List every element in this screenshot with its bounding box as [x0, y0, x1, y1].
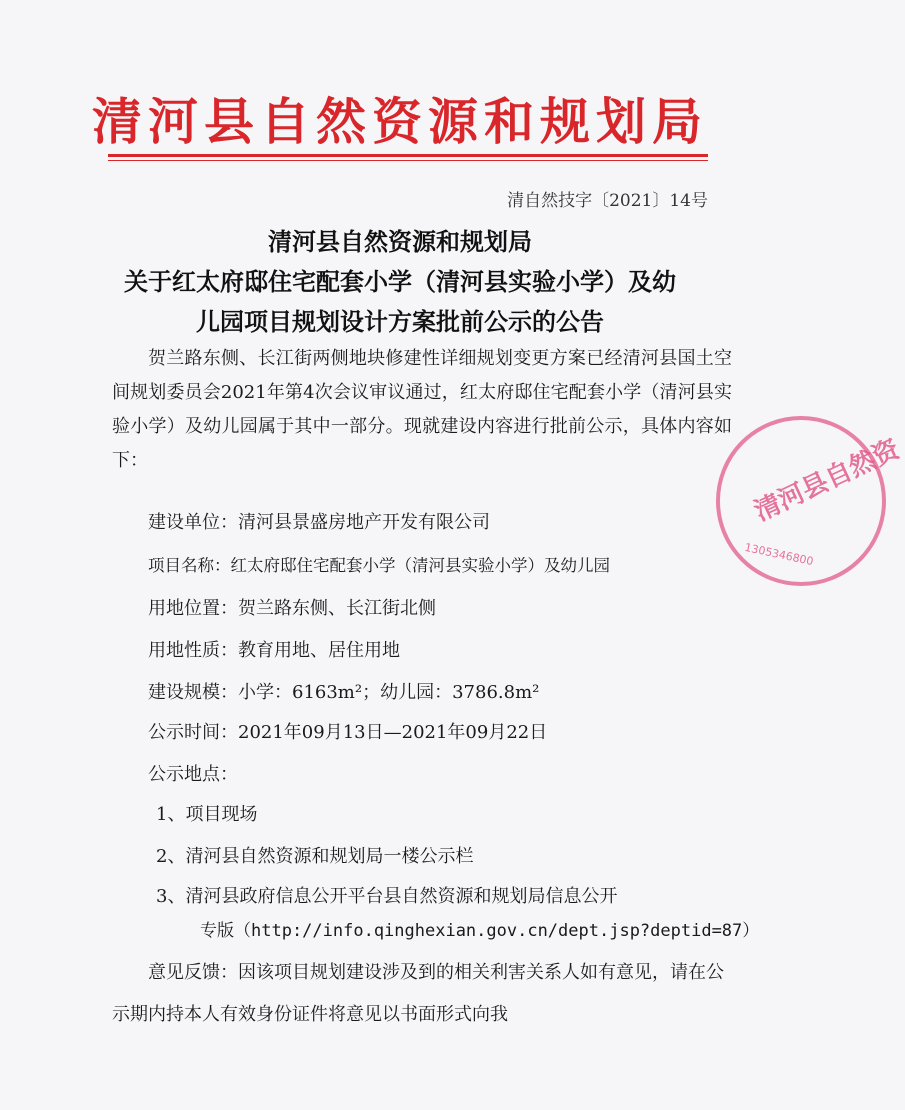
field-label: 用地位置： [148, 598, 238, 619]
field-value: 小学：6163m²；幼儿园：3786.8m² [238, 682, 540, 703]
field-land-location [148, 594, 436, 620]
red-rule-thin [108, 160, 708, 161]
location-item-2: 2、清河县自然资源和规划局一楼公示栏 [156, 846, 474, 867]
field-value: 清河县景盛房地产开发有限公司 [238, 512, 490, 533]
feedback-label: 意见反馈： [148, 962, 238, 983]
location-item-3-url: 专版（http://info.qinghexian.gov.cn/dept.jsp?deptid=87） [200, 921, 760, 941]
field-scale [148, 678, 539, 704]
location-item-3: 3、清河县政府信息公开平台县自然资源和规划局信息公开 [156, 886, 618, 907]
field-value: 教育用地、居住用地 [238, 640, 400, 661]
field-value: 红太府邸住宅配套小学（清河县实验小学）及幼儿园 [230, 556, 610, 575]
masthead-title: 清河县自然资源和规划局 [92, 93, 708, 151]
field-value: 2021年09月13日—2021年09月22日 [238, 722, 548, 743]
title-line-3: 儿园项目规划设计方案批前公示的公告 [196, 307, 604, 336]
official-seal [716, 416, 905, 586]
field-label: 建设单位： [148, 512, 238, 533]
field-publicity-time [148, 718, 547, 744]
red-rule-thick [108, 154, 708, 157]
field-project-name [148, 552, 610, 576]
feedback-paragraph [112, 952, 732, 1036]
field-land-use [148, 636, 400, 662]
field-construction-unit [148, 508, 490, 534]
seal-number: 1305346800 [743, 540, 815, 569]
field-label: 用地性质： [148, 640, 238, 661]
field-value: 贺兰路东侧、长江街北侧 [238, 598, 436, 619]
field-label: 公示地点： [148, 764, 238, 785]
seal-text: 清河县自然资 [750, 434, 905, 528]
document-number: 清自然技字〔2021〕14号 [507, 191, 708, 211]
title-line-2: 关于红太府邸住宅配套小学（清河县实验小学）及幼 [124, 267, 676, 296]
field-label: 建设规模： [148, 682, 238, 703]
feedback-text: 因该项目规划建设涉及到的相关利害关系人如有意见，请在公示期内持本人有效身份证件将意见以书面形式向我 [112, 962, 724, 1025]
field-publicity-place [148, 760, 238, 786]
field-label: 项目名称： [148, 556, 231, 575]
field-label: 公示时间： [148, 722, 238, 743]
intro-paragraph: 贺兰路东侧、长江街两侧地块修建性详细规划变更方案已经清河县国土空间规划委员会2021年第4次会议审议通过，红太府邸住宅配套小学（清河县实验小学）及幼儿园属于其中一部分。现就建设内容进行批前公示，具体内容如下： [112, 348, 732, 471]
title-line-1: 清河县自然资源和规划局 [268, 227, 532, 256]
location-item-1: 1、项目现场 [156, 804, 258, 825]
